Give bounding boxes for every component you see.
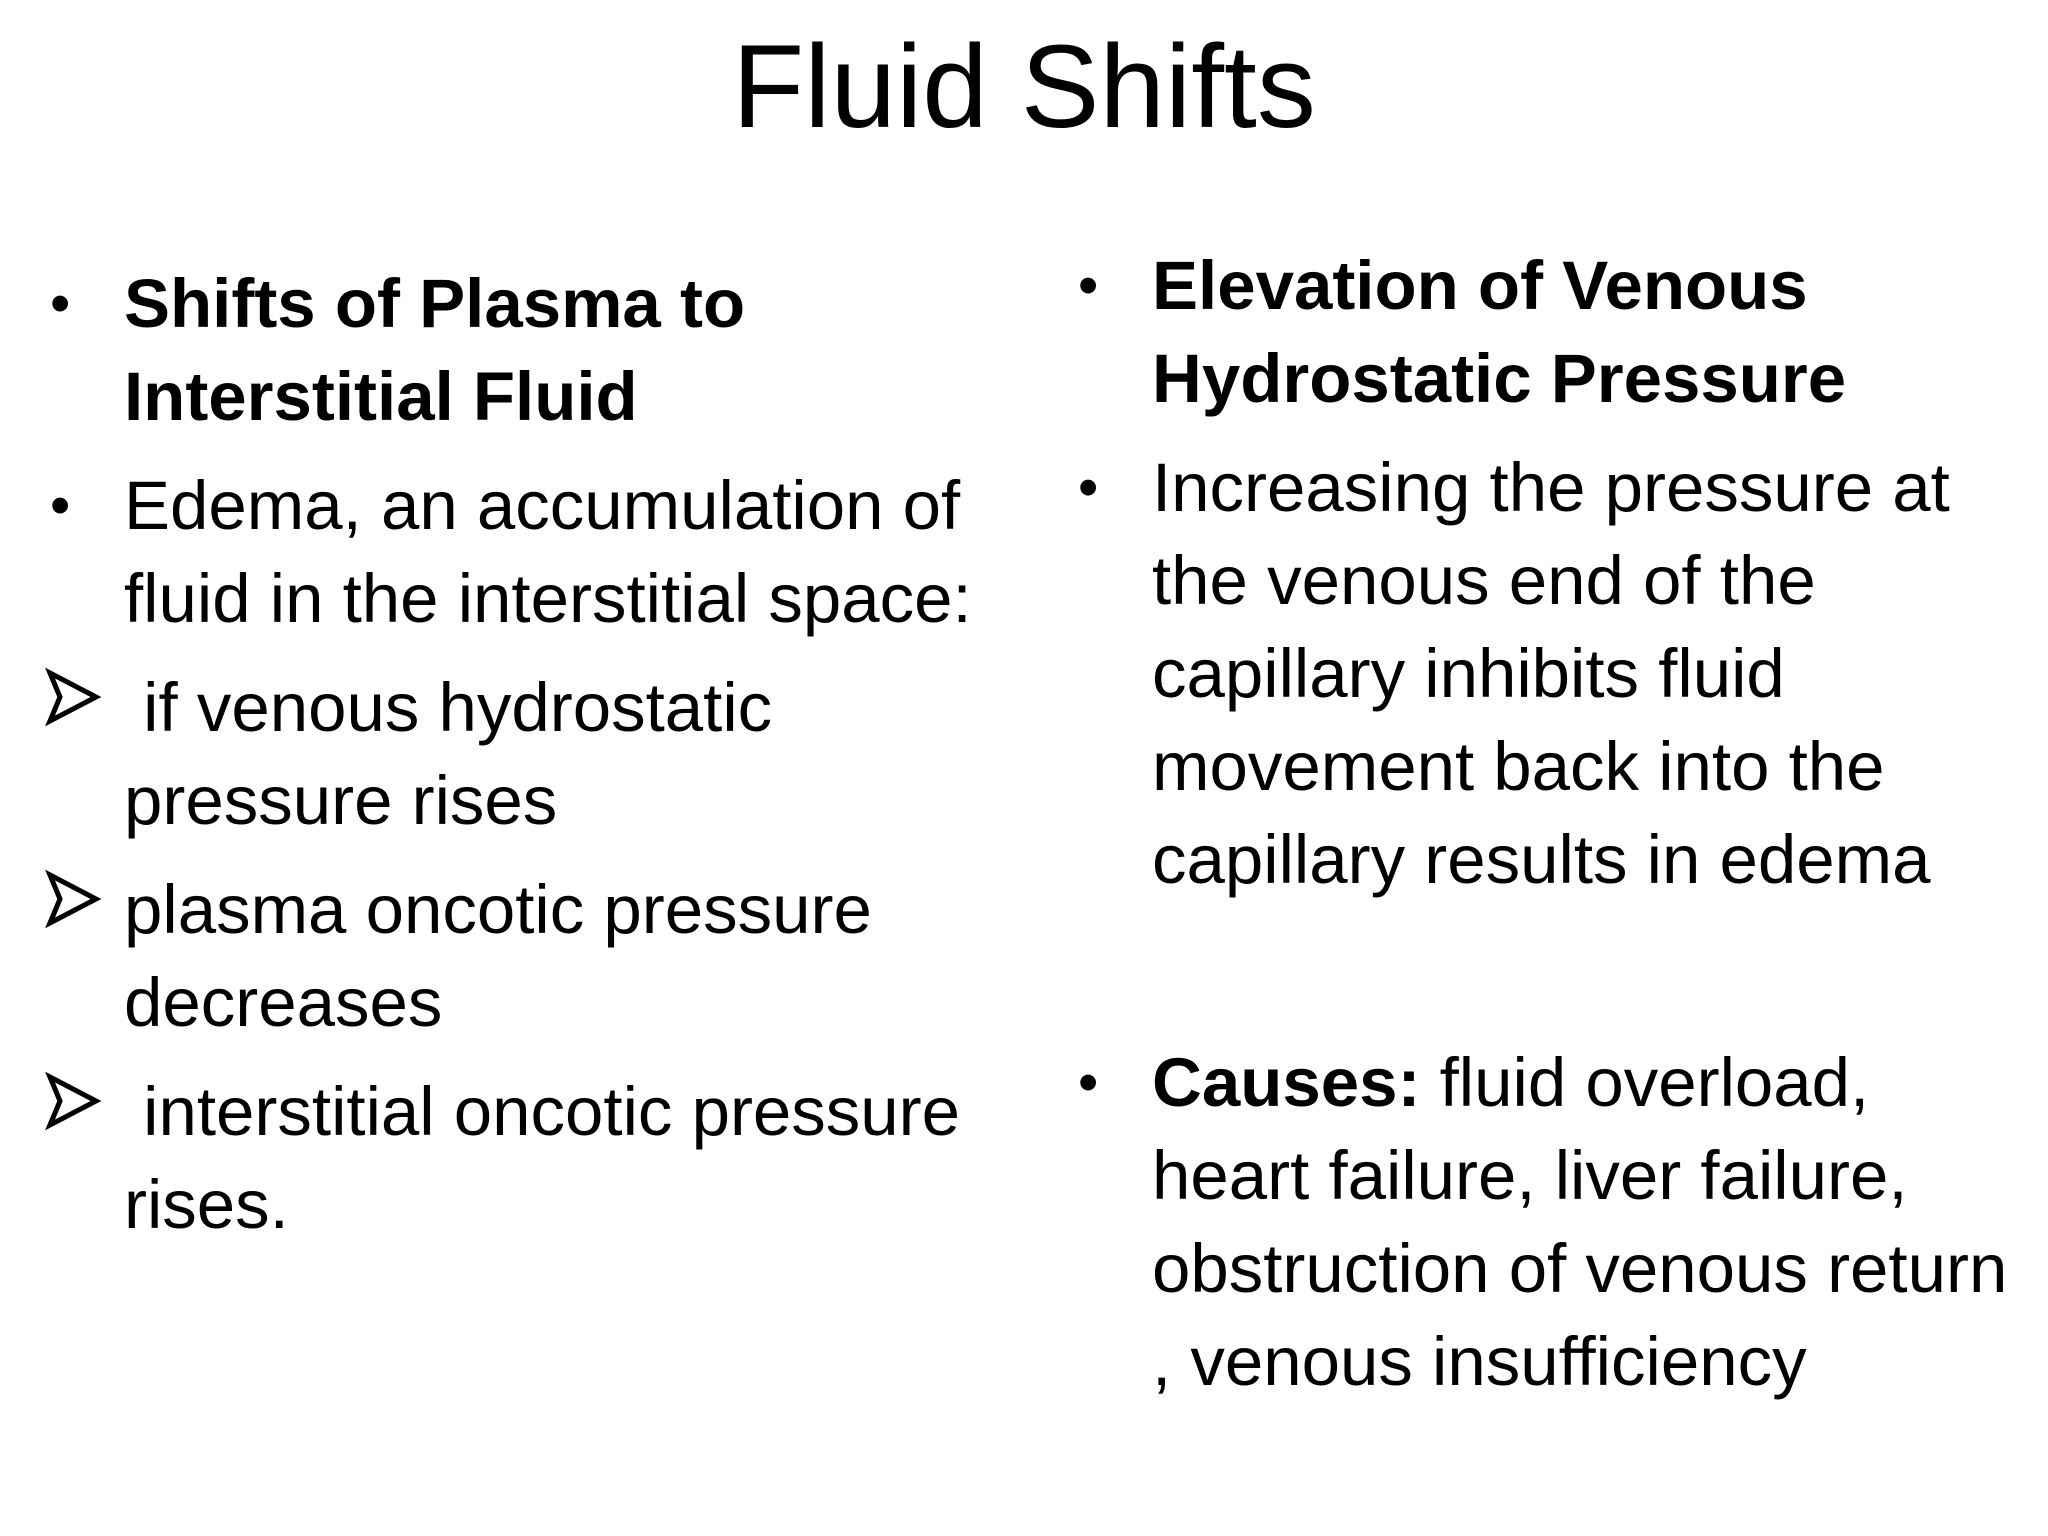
right-heading-item <box>1072 239 2012 425</box>
left-column <box>44 257 1034 1267</box>
spacer <box>1072 922 2012 1036</box>
left-definition-item <box>44 459 1034 645</box>
arrowhead-bullet-icon <box>44 667 104 727</box>
condition-item <box>44 661 1034 847</box>
bullet-dot-icon: • <box>50 473 71 538</box>
condition-item <box>44 1065 1034 1251</box>
left-heading-item <box>44 257 1034 443</box>
causes-item <box>1072 1036 2046 1408</box>
right-column <box>1072 239 2046 1424</box>
causes-text: fluid overload, heart failure, liver failure, obstruction of venous return , venous insufficiency <box>1152 1044 2046 1400</box>
bullet-dot-icon: • <box>1078 1050 1099 1115</box>
arrowhead-bullet-icon <box>44 869 104 929</box>
bullet-dot-icon: • <box>1078 455 1099 520</box>
left-definition: Edema, an accumulation of fluid in the interstitial space: <box>124 467 972 637</box>
right-description-item <box>1072 441 2012 906</box>
bullet-dot-icon: • <box>1078 253 1099 318</box>
condition-text: if venous hydrostatic pressure rises <box>124 669 792 839</box>
left-heading: Shifts of Plasma to Interstitial Fluid <box>124 265 746 435</box>
condition-text: plasma oncotic pressure decreases <box>124 871 872 1041</box>
arrowhead-bullet-icon <box>44 1071 104 1131</box>
right-description: Increasing the pressure at the venous end of the capillary inhibits fluid movement back into the capillary results in edema <box>1152 449 1950 898</box>
condition-item <box>44 863 1034 1049</box>
slide-title: Fluid Shifts <box>732 21 1316 153</box>
causes-label: Causes: <box>1152 1044 1421 1121</box>
bullet-dot-icon: • <box>50 271 71 336</box>
condition-text: interstitial oncotic pressure rises. <box>124 1073 980 1243</box>
right-heading: Elevation of Venous Hydrostatic Pressure <box>1152 247 1847 417</box>
